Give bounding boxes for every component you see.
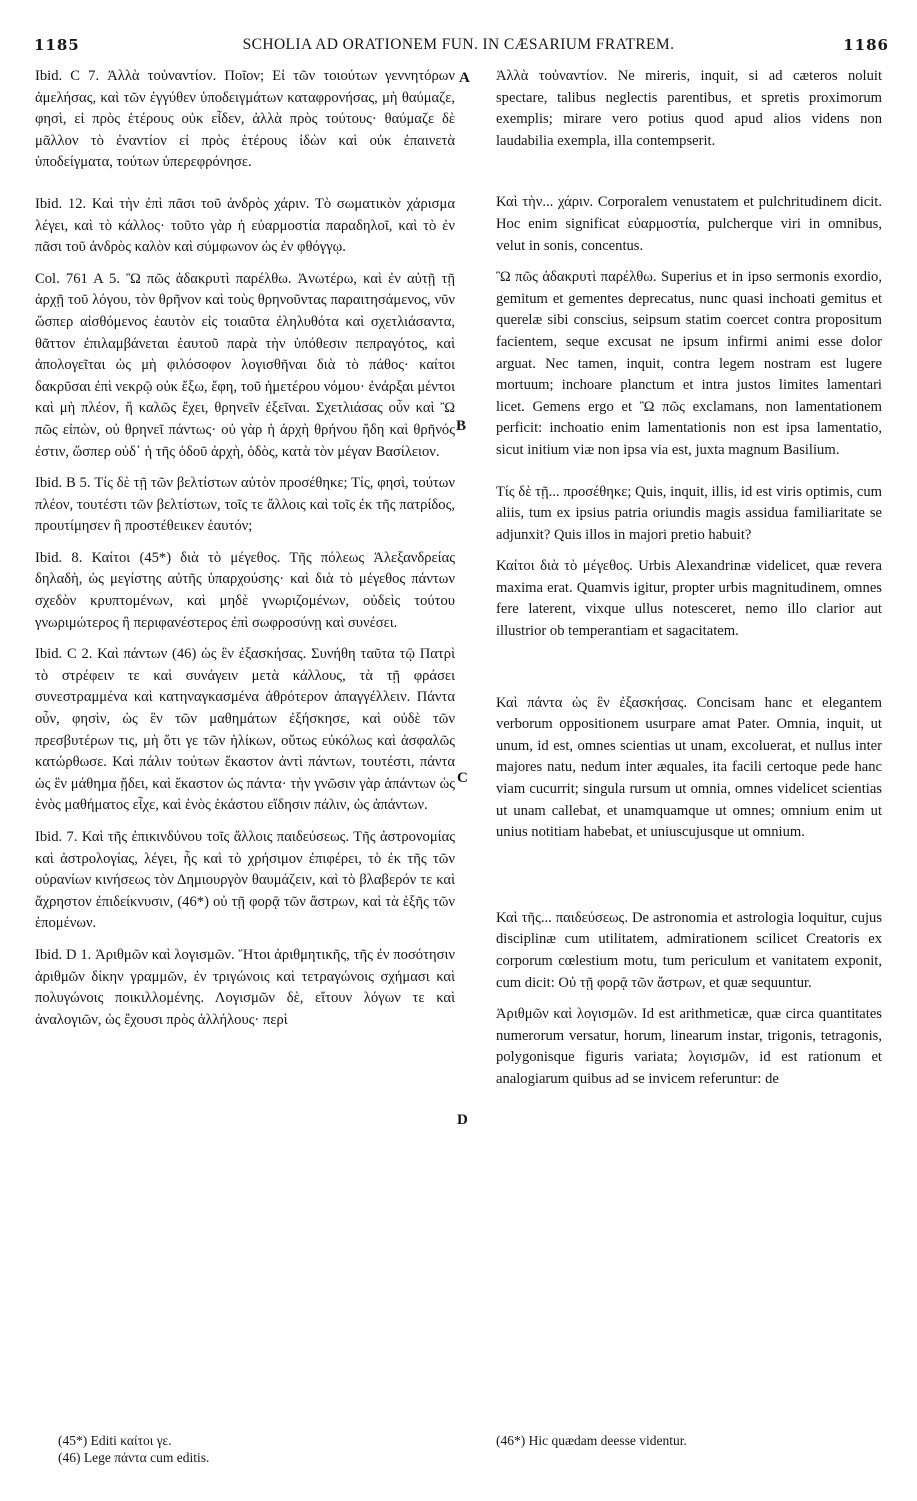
greek-paragraph: Ibid. 12. Καὶ τὴν ἐπὶ πᾶσι τοῦ ἀνδρὸς χάριν. Τὸ σωματικὸν χάρισμα λέγει, καὶ τὸ κάλλος· τοῦτο γὰρ ἡ εὐαρμοστία παραδηλοῖ, καὶ τὸ ἐν πᾶσι τοῦ ἀνδρὸς καλὸν καὶ σύμφωνον ὡς ἐν φθόγγῳ. <box>35 195 455 256</box>
footnote: (46*) Hic quædam deesse videntur. <box>496 1433 687 1448</box>
greek-paragraph: Ibid. B 5. Τίς δὲ τῇ τῶν βελτίστων αὐτὸν προσέθηκε; Τίς, φησὶ, τούτων πλέον, τουτέστι τῶν βελτίστων, τοῖς τε ἄλλοις καὶ τοῖς ἐκ τῆς πατρίδος, προυτίμησεν ἢ προστέθεικεν ἑαυτόν; <box>35 475 455 535</box>
latin-paragraph: Ἀλλὰ τοὐναντίον. Ne mireris, inquit, si ad cæteros noluit spectare, talibus neglectis parentibus, et spretis proximorum exemplis; mirare vero potius quod apud alios videns non laudabilia exempla, illa contempserit. <box>496 68 882 149</box>
footnotes-left <box>58 1432 209 1466</box>
latin-paragraph: Καὶ πάντα ὡς ἓν ἐξασκήσας. Concisam hanc et elegantem verborum oppositionem usurpare amat Pater. Omnia, inquit, ut unum, id est, omnes scientias ut unam, excoluerat, et nullus inter majores natu, nedum inter æquales, ita facili certoque pede hanc viam cucurrit; singula rursum ut omnia, omnes videlicet scientias ut unam callebat, et unamquamque ut omnes; omnium enim ut unius notitiam habebat, et uniuscujusque ut omnium. <box>496 694 882 841</box>
page-number-right: 1186 <box>843 36 889 54</box>
running-header <box>0 36 917 60</box>
latin-paragraph: Ἀριθμῶν καὶ λογισμῶν. Id est arithmeticæ, quæ circa quantitates numerorum versatur, horum, linearum instar, trigonis, tetragonis, polygonisque figuris variata; λογισμῶν, id est rationum et analogiarum quibus ad se invicem referuntur: de <box>496 1006 882 1087</box>
margin-marker-a: A <box>459 70 470 86</box>
footnote: (45*) Editi καίτοι γε. <box>58 1433 172 1448</box>
greek-paragraph: Ibid. C 7. Ἀλλὰ τοὐναντίον. Ποῖον; Εἰ τῶν τοιούτων γεννητόρων ἀμελήσας, καὶ τῶν ἐγγύθεν ὑποδειγμάτων καταφρονήσας, μὴ θαύμαζε, φησὶ, εἰ πρὸς ἑτέρους οὐκ εἶδεν, ἀλλὰ πρὸς τούτους· θαύμαζε δὲ μᾶλλον τὸ ἐναντίον εἰ πρὸς ἑτέρους ἰδὼν καὶ οὐκ ἐπαινετὰ ὑποδείγματα, τούτων ὑπερεφρόνησε. <box>35 68 455 171</box>
greek-paragraph: Ibid. 7. Καὶ τῆς ἐπικινδύνου τοῖς ἄλλοις παιδεύσεως. Τῆς ἀστρονομίας καὶ ἀστρολογίας, λέγει, ἧς καὶ τὸ χρήσιμον ἐπιφέρει, τὸ ἐκ τῆς τῶν οὐρανίων κινήσεως τὸν Δημιουργὸν θαυμάζειν, καὶ τὸ βλαβερόν τε καὶ ἄχρηστον ἐπιδείκνυσιν, (46*) οὐ τῇ φορᾷ τῶν ἄστρων, καὶ τὰ ἑξῆς τῶν ἑπομένων. <box>35 829 455 932</box>
latin-paragraph: Καὶ τῆς... παιδεύσεως. De astronomia et astrologia loquitur, cujus disciplinæ cum utilitatem, admirationem scilicet Creatoris ex corporum cœlestium motu, tum periculum et vanitatem exponit, cum dicit: Οὐ τῇ φορᾷ τῶν ἄστρων, et quæ sequuntur. <box>496 909 882 991</box>
latin-paragraph: Τίς δὲ τῇ... προσέθηκε; Quis, inquit, illis, id est viris optimis, cum aliis, tum ex ipsius patria oriundis magis assidua familiaritate se adjunxit? Quis illos in majori pretio habuit? <box>496 483 882 543</box>
greek-paragraph: Col. 761 A 5. Ὢ πῶς ἀδακρυτὶ παρέλθω. Ἀνωτέρω, καὶ ἐν αὐτῇ τῇ ἀρχῇ τοῦ λόγου, τὸν θρῆνον καὶ τοὺς θρηνοῦντας παραιτησάμενος, νῦν ὥσπερ αἰσθόμενος ἑαυτὸν εἰς τοιαῦτα ἐληλυθότα καὶ σχετλιάσαντα, θᾶττον ἐπιλαμβάνεται ἑαυτοῦ παρὰ τὴν ὑπόθεσιν πεπραγότος, καὶ ἀπολογεῖται ὡς μὴ φιλόσοφον λογισθῆναι διὰ τὸ πάθος· καίτοι δακρῦσαι ἐπὶ νεκρῷ οὐκ ἔξω, ἔφη, τοῦ ἡμετέρου νόμου· ἐνάρξαι μέντοι καὶ μὴ πλέον, ἢ καλῶς ἔχει, θρηνεῖν ἐξεῖναι. Σχετλιάσας οὖν καὶ Ὢ πῶς εἰπὼν, οὐ θρηνεῖ πάντως· οὐ γὰρ ἡ ἀρχὴ θρήνου ἤδη καὶ θρῆνός ἐστιν, ὥσπερ οὐδ᾽ ἡ τῆς ὁδοῦ ἀρχὴ, ὁδὸς, κατὰ τὸν μέγαν Βασίλειον. <box>35 270 455 460</box>
footnote: (46) Lege πάντα cum editis. <box>58 1450 210 1465</box>
latin-paragraph: Καίτοι διὰ τὸ μέγεθος. Urbis Alexandrinæ videlicet, quæ revera maxima erat. Quamvis igitur, propter urbis magnitudinem, omnes fere laterent, vixque ullus notesceret, nemo illo clarior aut illustrior ob temperantiam et sagacitatem. <box>496 558 882 640</box>
page-number-left: 1185 <box>34 36 80 54</box>
latin-paragraph: Ὢ πῶς ἀδακρυτὶ παρέλθω. Superius et in ipso sermonis exordio, gemitum et gementes deprecatus, nunc quasi inchoati gemitus et querelæ sibi conscius, seipsum statim coercet contra propositum facientem, seque excusat ne ipsum infirmi animi esse dolor arguat. Nec tamen, inquit, contra legem nostram est lugere mortuum; inchoare planctum et intra justos limites lamentari licet. Gemens ergo et Ὢ πῶς exclamans, non lamentationem perficit: inchoatio enim lamentationis non est ipsa lamentatio, sicut initium viæ non ipsa via est, juxta magnum Basilium. <box>496 269 882 458</box>
margin-marker-c: C <box>457 770 468 786</box>
greek-paragraph: Ibid. D 1. Ἀριθμῶν καὶ λογισμῶν. Ἤτοι ἀριθμητικῆς, τῆς ἐν ποσότησιν ἀριθμῶν δίκην γραμμῶν, ἐν τριγώνοις καὶ τετραγώνοις σχήμασι καὶ πολυγώνοις ποικιλλομένης. Λογισμῶν δὲ, εἴτουν λόγων τε καὶ ἀναλογιῶν, ὡς ἔχουσι πρὸς ἀλλήλους· περὶ <box>35 946 455 1028</box>
footnotes-right <box>496 1432 687 1449</box>
margin-marker-b: B <box>456 418 467 434</box>
greek-paragraph: Ibid. C 2. Καὶ πάντων (46) ὡς ἓν ἐξασκήσας. Συνήθη ταῦτα τῷ Πατρὶ τὸ στρέφειν τε καὶ συνάγειν μετὰ κάλλους, τὰ τῇ φράσει συνεστραμμένα καὶ κατηναγκασμένα ἀθρότερον ἀπαγγέλλειν. Πάντα οὖν, φησὶν, ὡς ἓν τῶν μαθημάτων ἐξήσκησε, καὶ οὐδὲ τῶν πρεσβυτέρων τις, μὴ ὅτι γε τῶν ἡλίκων, οὕτως εὐκόλως καὶ ἀσφαλῶς κατώρθωσε. Καὶ πάλιν τούτων ἕκαστον ἀντὶ πάντων, τουτέστι, πάντα ὡς ἓν μάθημα ᾔδει, καὶ ἕκαστον ὡς πάντα· τὴν γνῶσιν γὰρ ἁπάντων ὡς ἑνὸς μαθήματος εἶχε, καὶ ἑνὸς ἑκάστου εἴδησιν πάλιν, ὡς ἁπάντων. <box>35 646 455 814</box>
greek-paragraph: Ibid. 8. Καίτοι (45*) διὰ τὸ μέγεθος. Τῆς πόλεως Ἀλεξανδρείας δηλαδὴ, ὡς μεγίστης αὐτῆς ὑπαρχούσης· καὶ διὰ τὸ μέγεθος πάντων σχεδὸν κρυπτομένων, καὶ μηδὲ γνωριζομένων, οὐδεὶς τούτου γνωριμώτερος ἢ περιφανέστερος ἐπὶ σωφροσύνῃ καὶ συνέσει. <box>35 549 455 631</box>
latin-column <box>496 66 882 1101</box>
running-title: SCHOLIA AD ORATIONEM FUN. IN CÆSARIUM FRATREM. <box>242 36 675 53</box>
greek-column <box>35 66 455 1041</box>
latin-paragraph: Καὶ τὴν... χάριν. Corporalem venustatem et pulchritudinem dicit. Hoc enim significat εὐαρμοστία, pulcherque viri in omnibus, velut in sonis, concentus. <box>496 194 882 254</box>
margin-marker-d: D <box>457 1112 468 1128</box>
